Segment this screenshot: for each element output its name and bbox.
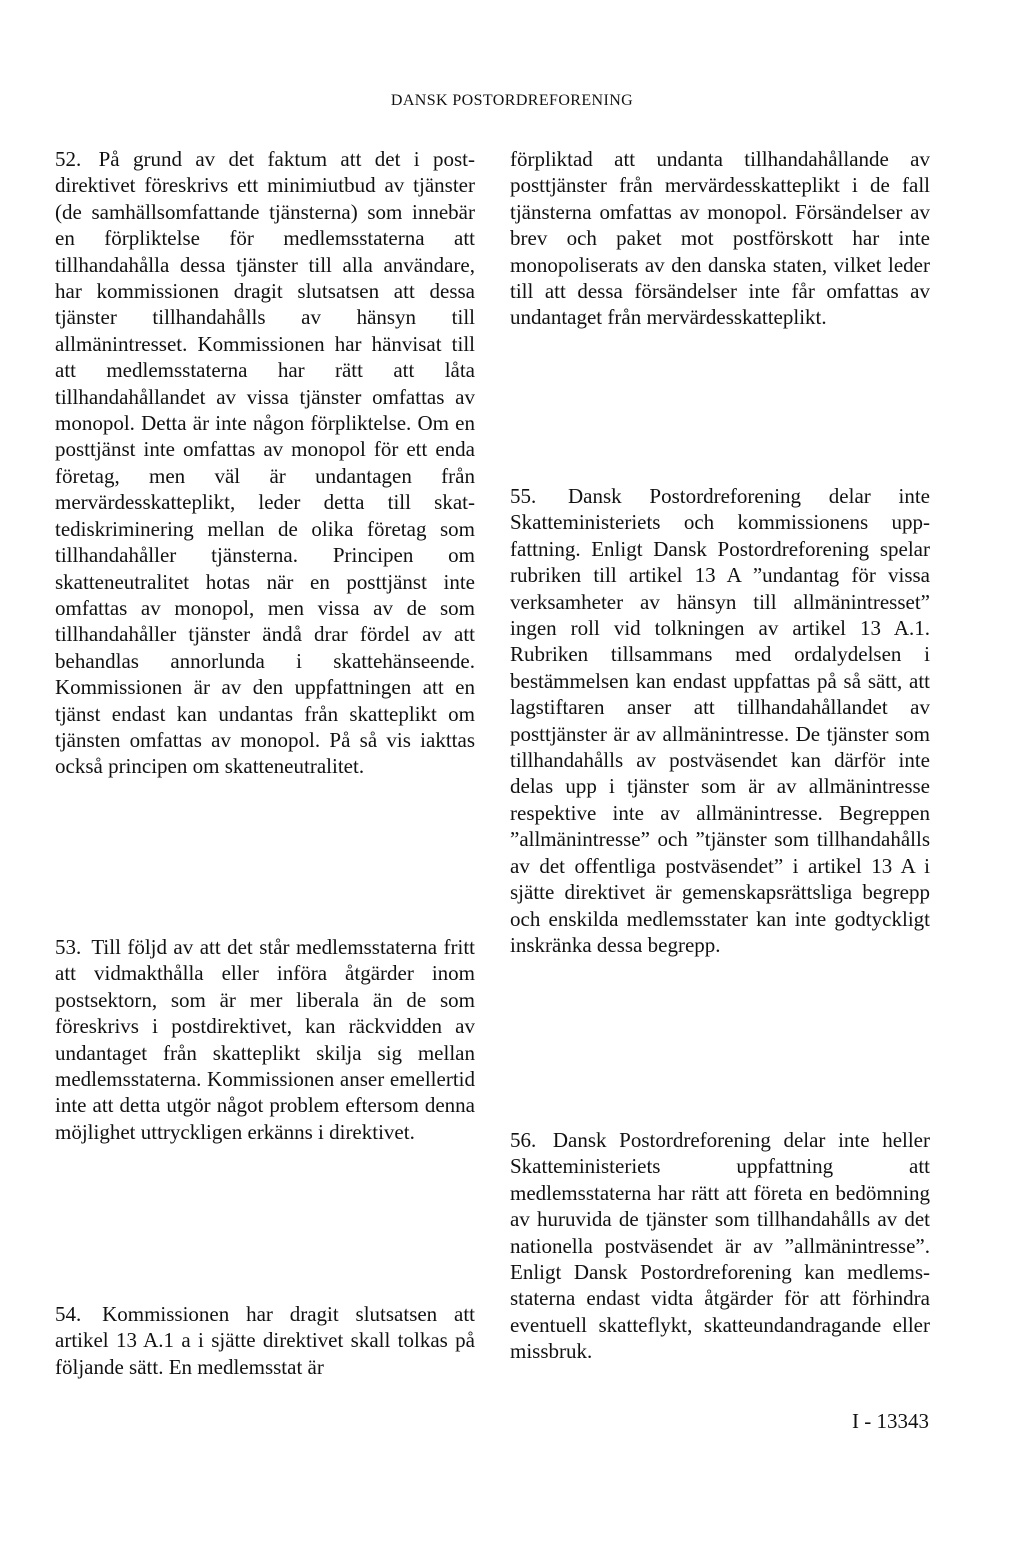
- paragraph-54: [55, 1301, 475, 1380]
- paragraph-text: Dansk Postordreforening delar inte heller Skatteministeriets uppfattning att medlemsstaterna har rätt att företa en bedömning av huruvida de tjänster som tillhandahålls av det nationella postväsendet är av ”allmänintresse”. Enligt Dansk Postordreforening kan medlemsstaterna endast vidta åtgärder för att förhindra eventuell skatteflykt, skatteundandragande eller missbruk.: [510, 1128, 930, 1364]
- paragraph-text: Till följd av att det står medlemsstaterna fritt att vidmakthålla eller införa åtgärder inom postsektorn, som är mer liberala än de som föreskrivs i postdirektivet, kan räckvidden av undantaget från skatteplikt skilja sig mellan medlemsstaterna. Kommissionen anser emellertid inte att detta utgör något problem eftersom denna möjlighet uttryckligen erkänns i direktivet.: [55, 935, 475, 1144]
- paragraph-52: [55, 146, 475, 780]
- paragraph-number: 53.: [55, 935, 82, 959]
- paragraph-53: [55, 934, 475, 1145]
- paragraph-text: Kommissionen har dragit slutsatsen att artikel 13 A.1 a i sjätte direktivet skall tolkas på följande sätt. En medlemsstat är: [55, 1302, 475, 1379]
- paragraph-55: [510, 483, 930, 958]
- paragraph-56: [510, 1127, 930, 1365]
- running-title: DANSK POSTORDREFORENING: [390, 92, 634, 109]
- paragraph-number: 52.: [55, 147, 82, 171]
- paragraph-number: 56.: [510, 1128, 537, 1152]
- paragraph-number: 54.: [55, 1302, 82, 1326]
- paragraph-text: På grund av det faktum att det i postdirektivet föreskrivs ett minimiutbud av tjänster (de samhällsomfattande tjänsterna) som innebär en förpliktelse för medlemsstaterna att tillhandahålla dessa tjänster till alla användare, har kommissionen dragit slutsatsen att dessa tjänster tillhandahålls av hänsyn till allmänintresset. Kommissionen har hänvisat till att medlemsstaterna har rätt att låta tillhandahållandet av vissa tjänster omfattas av monopol. Detta är inte någon förpliktelse. Om en posttjänst inte omfattas av monopol för ett enda företag, men väl är undantagen från mervärdesskatteplikt, leder detta till skattediskriminering mellan de olika företag som tillhandahåller tjänsterna. Principen om skatteneutralitet hotas när en posttjänst inte omfattas av monopol, men vissa av de som tillhandahåller tjänster ändå drar fördel av att behandlas annorlunda i skattehänseende. Kommissionen är av den uppfattningen att en tjänst endast kan undantas från skatteplikt om tjänsten omfattas av monopol. På så vis iakttas också principen om skatteneutralitet.: [55, 147, 475, 779]
- paragraph-text: Dansk Postordreforening delar inte Skatteministeriets och kommissionens uppfattning. Enligt Dansk Postordreforening spelar rubriken till artikel 13 A ”undantag för vissa verksamheter av hänsyn till allmänintresset” ingen roll vid tolkningen av artikel 13 A.1. Rubriken tillsammans med ordalydelsen i bestämmelsen kan endast uppfattas på så sätt, att lagstiftaren anser att tillhandahållandet av posttjänster är av allmänintresse. De tjänster som tillhandahålls av postväsendet kan därför inte delas upp i tjänster som är av allmänintresse respektive inte av allmänintresse. Begreppen ”allmänintresse” och ”tjänster som tillhandahålls av det offentliga postväsendet” i artikel 13 A i sjätte direktivet är gemenskapsrättsliga begrepp och enskilda medlemsstater kan inte godtyckligt inskränka dessa begrepp.: [510, 484, 930, 957]
- page-number: I - 13343: [852, 1409, 929, 1433]
- paragraph-text: förpliktad att undanta tillhandahållande av posttjänster från mervärdesskatteplikt i de fall tjänsterna omfattas av monopol. Försändelser av brev och paket mot postförskott har inte monopoliserats av den danska staten, vilket leder till att dessa försändelser inte får omfattas av undantaget från mervärdesskatteplikt.: [510, 147, 930, 330]
- paragraph-number: 55.: [510, 484, 537, 508]
- paragraph-54-continued: [510, 146, 930, 331]
